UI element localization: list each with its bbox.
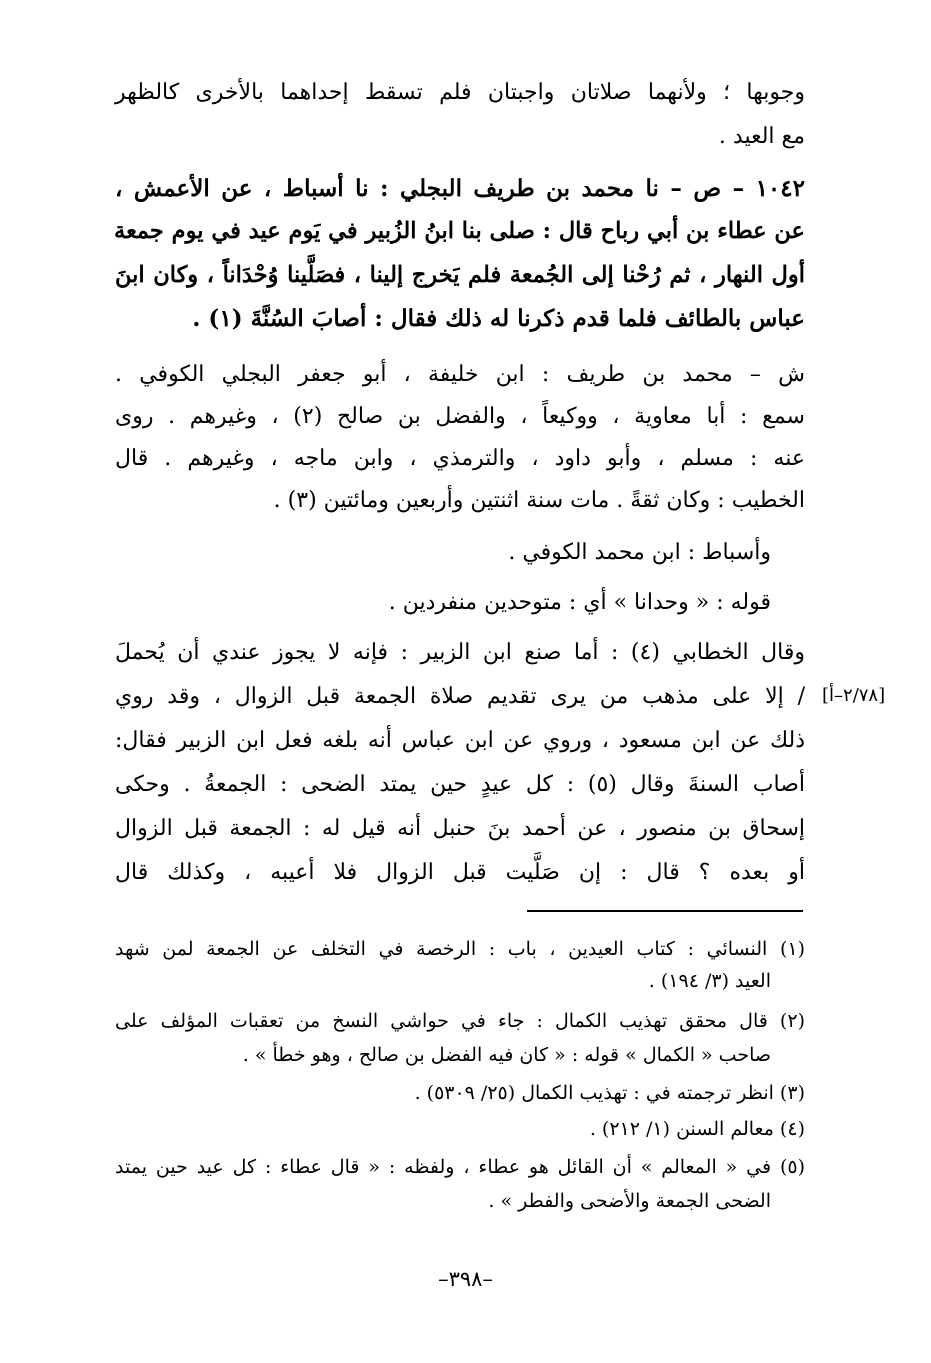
commentary-line-7: وقال الخطابي (٤) : أما صنع ابن الزبير : فإنه لا يجوز عندي أن يُحملَ bbox=[115, 640, 806, 665]
commentary-line-5: وأسباط : ابن محمد الكوفي . bbox=[508, 540, 771, 565]
body-line-2: مع العيد . bbox=[718, 124, 805, 149]
footnote-3: (٣) انظر ترجمته في : تهذيب الكمال (٢٥/ ٥٣٠٩) . bbox=[414, 1082, 805, 1104]
footnote-2-line-1: (٢) قال محقق تهذيب الكمال : جاء في حواشي النسخ من تعقبات المؤلف على bbox=[115, 1010, 805, 1032]
commentary-line-3: عنه : مسلم ، وأبو داود ، والترمذي ، وابن ماجه ، وغيرهم . قال bbox=[115, 446, 805, 471]
footnote-separator bbox=[527, 910, 803, 912]
commentary-line-10: أصاب السنةَ وقال (٥) : كل عيدٍ حين يمتد الضحى : الجمعةُ . وحكى bbox=[115, 772, 805, 797]
footnote-4: (٤) معالم السنن (١/ ٢١٢) . bbox=[589, 1118, 805, 1140]
page-number: –٣٩٨– bbox=[438, 1267, 493, 1291]
hadith-line-1: ١٠٤٢ – ص – نا محمد بن طريف البجلي : نا أسباط ، عن الأعمش ، bbox=[115, 175, 805, 202]
footnote-1-line-1: (١) النسائي : كتاب العيدين ، باب : الرخصة في التخلف عن الجمعة لمن شهد bbox=[115, 938, 805, 960]
commentary-line-4: الخطيب : وكان ثقةً . مات سنة اثنتين وأربعين ومائتين (٣) . bbox=[273, 488, 805, 513]
commentary-line-12: أو بعده ؟ قال : إن صَلَّيت قبل الزوال فلا أعيبه ، وكذلك قال bbox=[115, 860, 805, 885]
commentary-line-1: ش – محمد بن طريف : ابن خليفة ، أبو جعفر البجلي الكوفي . bbox=[115, 362, 805, 387]
hadith-line-4: عباس بالطائف فلما قدم ذكرنا له ذلك فقال : أصابَ السُنَّةَ (١) . bbox=[192, 305, 805, 332]
commentary-line-6: قوله : « وحدانا » أي : متوحدين منفردين . bbox=[388, 590, 771, 615]
hadith-line-2: عن عطاء بن أبي رباح قال : صلى بنا ابنُ الزُبير في يَوم عيد في يوم جمعة bbox=[114, 218, 805, 244]
commentary-line-9: ذلك عن ابن مسعود ، وروي عن ابن عباس أنه بلغه فعل ابن الزبير فقال: bbox=[115, 728, 805, 753]
commentary-line-2: سمع : أبا معاوية ، ووكيعاً ، والفضل بن صالح (٢) ، وغيرهم . روى bbox=[115, 404, 805, 429]
footnote-2-line-2: صاحب « الكمال » قوله : « كان فيه الفضل بن صالح ، وهو خطأ » . bbox=[242, 1044, 771, 1066]
commentary-line-8: / إلا على مذهب من يرى تقديم صلاة الجمعة قبل الزوال ، وقد روي bbox=[115, 684, 805, 709]
footnote-1-line-2: العيد (٣/ ١٩٤) . bbox=[648, 970, 771, 992]
manuscript-folio-marker: [٢/٧٨–أ] bbox=[822, 685, 886, 706]
hadith-line-3: أول النهار ، ثم رُحْنا إلى الجُمعة فلم يَخرج إلينا ، فصَلَّينا وُحْدَاناً ، وكان ابنَ bbox=[115, 262, 805, 288]
footnote-5-line-2: الضحى الجمعة والأضحى والفطر » . bbox=[488, 1190, 771, 1212]
body-line-1: وجوبها ؛ ولأنهما صلاتان واجبتان فلم تسقط إحداهما بالأخرى كالظهر bbox=[115, 80, 805, 105]
footnote-5-line-1: (٥) في « المعالم » أن القائل هو عطاء ، ولفظه : « قال عطاء : كل عيد حين يمتد bbox=[115, 1156, 805, 1178]
commentary-line-11: إسحاق بن منصور ، عن أحمد بنَ حنبل أنه قيل له : الجمعة قبل الزوال bbox=[115, 816, 805, 841]
